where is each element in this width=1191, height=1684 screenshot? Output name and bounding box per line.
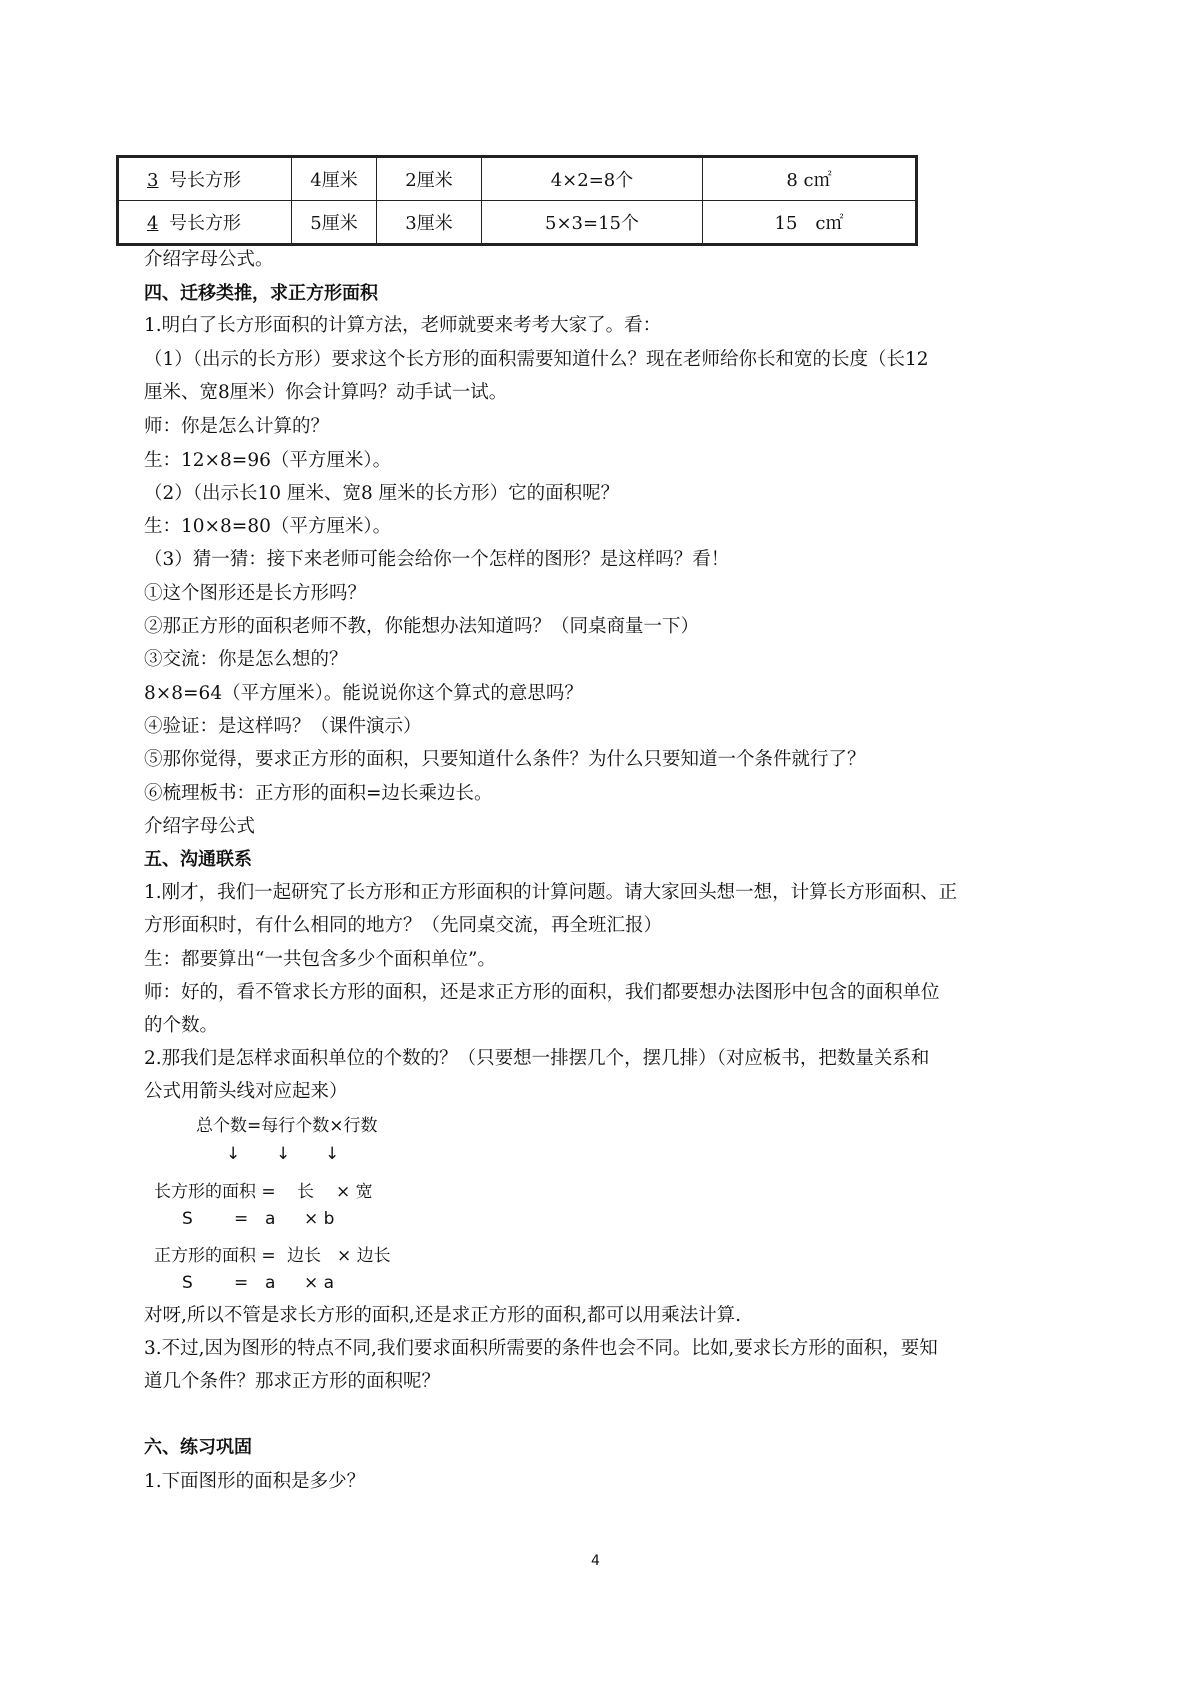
formula-s: S xyxy=(182,1273,193,1293)
formula-equals: = xyxy=(234,1209,249,1229)
formula-times-a: × a xyxy=(304,1273,335,1293)
text-line: （3）猜一猜：接下来老师可能会给你一个怎样的图形？是这样吗？看！ xyxy=(144,549,730,570)
rect-area-label: 长方形的面积 = xyxy=(154,1182,276,1202)
table-cell-formula: 5×3=15个 xyxy=(482,201,703,245)
table-cell-length: 4厘米 xyxy=(292,157,377,201)
square-side: 边长 xyxy=(287,1246,321,1266)
text-line: 师：你是怎么计算的？ xyxy=(144,416,330,437)
text-line: 生：10×8=80（平方厘米）。 xyxy=(144,516,392,537)
text-line: （1）（出示的长方形）要求这个长方形的面积需要知道什么？现在老师给你长和宽的长度（长12 xyxy=(144,349,929,370)
page-number: 4 xyxy=(591,1553,600,1569)
text-line: 介绍字母公式 xyxy=(144,816,256,837)
rect-name: 号长方形 xyxy=(169,170,241,191)
arrow-down-icon: ↓ xyxy=(226,1144,241,1164)
formula-a: a xyxy=(265,1209,276,1229)
square-side-times: × 边长 xyxy=(337,1246,391,1266)
arrow-down-icon: ↓ xyxy=(325,1144,340,1164)
rect-width: × 宽 xyxy=(336,1182,373,1202)
formula-times-b: × b xyxy=(304,1209,335,1229)
section-heading: 六、练习巩固 xyxy=(144,1437,252,1458)
text-line: （2）（出示长10 厘米、宽8 厘米的长方形）它的面积呢？ xyxy=(144,483,620,504)
text-line: ①这个图形还是长方形吗？ xyxy=(144,583,367,604)
rectangle-table xyxy=(116,155,918,246)
table-cell-formula: 4×2=8个 xyxy=(482,157,703,201)
table-cell-length: 5厘米 xyxy=(292,201,377,245)
rect-number: 4 xyxy=(147,213,159,234)
text-line: 3.不过,因为图形的特点不同,我们要求面积所需要的条件也会不同。比如,要求长方形的面积，要知 xyxy=(144,1338,938,1359)
rect-name: 号长方形 xyxy=(169,213,241,234)
table-row xyxy=(118,201,917,245)
square-area-label: 正方形的面积 = xyxy=(154,1246,276,1266)
text-line: 方形面积时，有什么相同的地方？（先同桌交流，再全班汇报） xyxy=(144,915,663,936)
text-line: 1.刚才，我们一起研究了长方形和正方形面积的计算问题。请大家回头想一想，计算长方形面积、正 xyxy=(144,882,958,903)
rect-number: 3 xyxy=(147,170,159,191)
table-cell-name xyxy=(118,201,292,245)
formula-a: a xyxy=(265,1273,276,1293)
section-heading: 四、迁移类推，求正方形面积 xyxy=(144,283,378,304)
table-row xyxy=(118,157,917,201)
text-line: 师：好的，看不管求长方形的面积，还是求正方形的面积，我们都要想办法图形中包含的面积单位 xyxy=(144,982,940,1003)
text-line: 2.那我们是怎样求面积单位的个数的？（只要想一排摆几个，摆几排）（对应板书，把数量关系和 xyxy=(144,1048,930,1069)
text-line: 1.下面图形的面积是多少？ xyxy=(144,1471,366,1492)
text-line: 8×8=64（平方厘米）。能说说你这个算式的意思吗？ xyxy=(144,683,583,704)
text-line: 的个数。 xyxy=(144,1015,219,1036)
table-cell-width: 2厘米 xyxy=(377,157,482,201)
table-cell-width: 3厘米 xyxy=(377,201,482,245)
text-line: 公式用箭头线对应起来） xyxy=(144,1081,348,1102)
text-line: ⑥梳理板书：正方形的面积=边长乘边长。 xyxy=(144,783,493,804)
text-line: 对呀,所以不管是求长方形的面积,还是求正方形的面积,都可以用乘法计算. xyxy=(144,1305,742,1326)
text-line: ③交流：你是怎么想的？ xyxy=(144,649,348,670)
text-line: 生：12×8=96（平方厘米）。 xyxy=(144,450,392,471)
text-line: 生：都要算出“一共包含多少个面积单位”。 xyxy=(144,949,496,970)
section-heading: 五、沟通联系 xyxy=(144,849,252,870)
formula-s: S xyxy=(182,1209,193,1229)
text-line: 道几个条件？那求正方形的面积呢？ xyxy=(144,1371,441,1392)
formula-top: 总个数=每行个数×行数 xyxy=(196,1116,378,1136)
text-line: ⑤那你觉得，要求正方形的面积，只要知道什么条件？为什么只要知道一个条件就行了？ xyxy=(144,749,866,770)
arrow-down-icon: ↓ xyxy=(276,1144,291,1164)
table-cell-area: 15 c㎡ xyxy=(703,201,917,245)
rect-length: 长 xyxy=(297,1182,314,1202)
text-line: ②那正方形的面积老师不教，你能想办法知道吗？（同桌商量一下） xyxy=(144,616,700,637)
table-cell-area: 8 c㎡ xyxy=(703,157,917,201)
text-line: 厘米、宽8厘米）你会计算吗？动手试一试。 xyxy=(144,382,508,403)
text-line: 1.明白了长方形面积的计算方法，老师就要来考考大家了。看： xyxy=(144,315,662,336)
table-cell-name xyxy=(118,157,292,201)
text-line: ④验证：是这样吗？（课件演示） xyxy=(144,716,422,737)
text-line: 介绍字母公式。 xyxy=(144,249,274,270)
formula-equals: = xyxy=(234,1273,249,1293)
